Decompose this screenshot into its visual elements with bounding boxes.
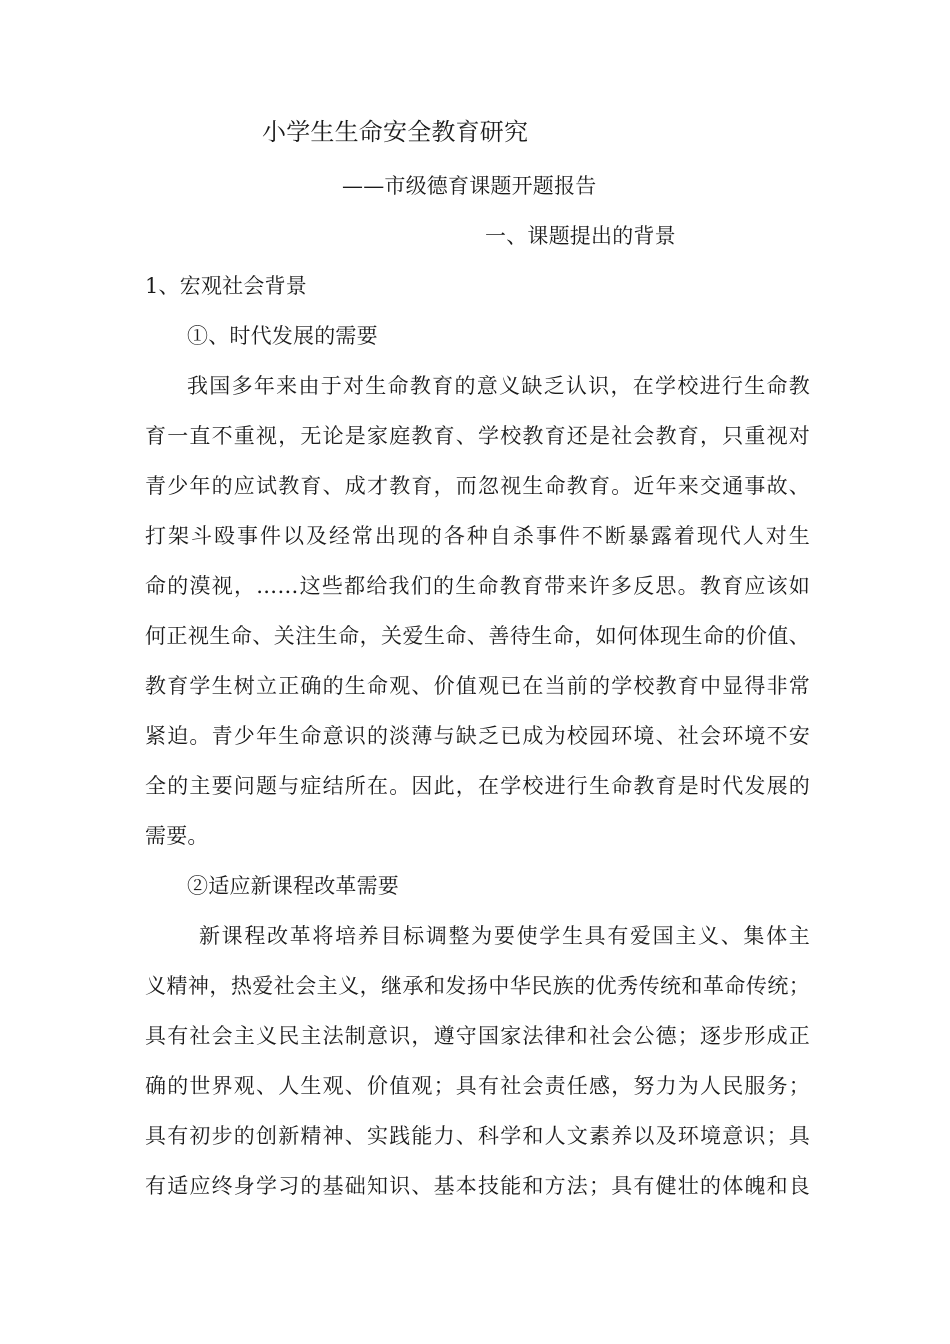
document-subtitle: ——市级德育课题开题报告	[342, 174, 597, 198]
paragraph-1-line: 教育学生树立正确的生命观、价值观已在当前的学校教育中显得非常	[145, 674, 810, 698]
paragraph-1-line: 命的漠视，……这些都给我们的生命教育带来许多反思。教育应该如	[145, 574, 810, 598]
document-title: 小学生生命安全教育研究	[262, 118, 529, 146]
paragraph-2-line: 新课程改革将培养目标调整为要使学生具有爱国主义、集体主	[199, 924, 810, 948]
paragraph-1-line: 青少年的应试教育、成才教育，而忽视生命教育。近年来交通事故、	[145, 474, 810, 498]
paragraph-2-line: 有适应终身学习的基础知识、基本技能和方法；具有健壮的体魄和良	[145, 1174, 810, 1198]
paragraph-1-line: 我国多年来由于对生命教育的意义缺乏认识，在学校进行生命教	[187, 374, 810, 398]
item-heading-1: ①、时代发展的需要	[187, 324, 378, 348]
paragraph-1-line: 需要。	[145, 824, 209, 848]
paragraph-2-line: 义精神，热爱社会主义，继承和发扬中华民族的优秀传统和革命传统；	[145, 974, 810, 998]
paragraph-1-line: 打架斗殴事件以及经常出现的各种自杀事件不断暴露着现代人对生	[145, 524, 810, 548]
paragraph-1-line: 何正视生命、关注生命，关爱生命、善待生命，如何体现生命的价值、	[145, 624, 810, 648]
paragraph-1-line: 全的主要问题与症结所在。因此，在学校进行生命教育是时代发展的	[145, 774, 810, 798]
paragraph-2-line: 确的世界观、人生观、价值观；具有社会责任感，努力为人民服务；	[145, 1074, 810, 1098]
subsection-heading: 1、宏观社会背景	[145, 274, 307, 298]
section-heading: 一、课题提出的背景	[485, 224, 676, 248]
paragraph-1-line: 育一直不重视，无论是家庭教育、学校教育还是社会教育，只重视对	[145, 424, 810, 448]
paragraph-2-line: 具有社会主义民主法制意识，遵守国家法律和社会公德；逐步形成正	[145, 1024, 810, 1048]
paragraph-1-line: 紧迫。青少年生命意识的淡薄与缺乏已成为校园环境、社会环境不安	[145, 724, 810, 748]
item-heading-2: ②适应新课程改革需要	[187, 874, 399, 898]
paragraph-2-line: 具有初步的创新精神、实践能力、科学和人文素养以及环境意识；具	[145, 1124, 810, 1148]
